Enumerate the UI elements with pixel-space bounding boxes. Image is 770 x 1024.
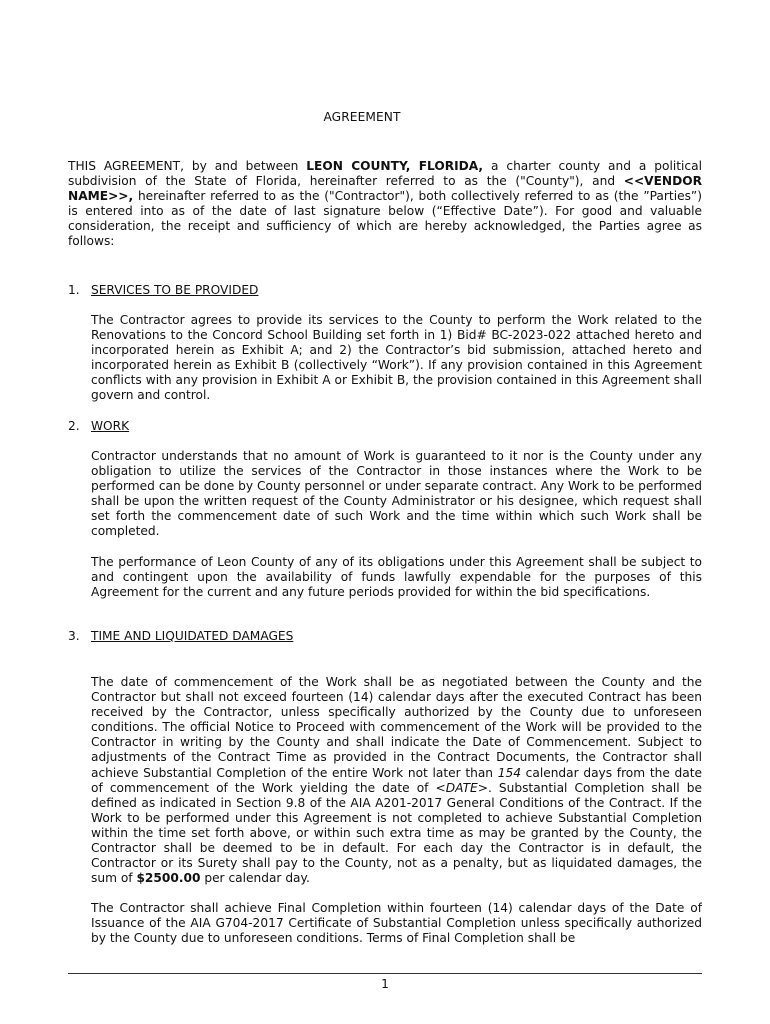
intro-text-2: a charter county and a political subdivision of the State of Florida, hereinafter referred to as the ("County"), and [68, 159, 702, 189]
party-vendor-name: <<VENDOR NAME>>, [68, 174, 702, 204]
time-damages-paragraph-1 [91, 675, 702, 886]
services-paragraph: The Contractor agrees to provide its services to the County to perform the Work related to the Renovations to the Concord School Building set forth in 1) Bid# BC-2023-022 attached hereto and incorporated herein as Exhibit A; and 2) the Contractor’s bid submission, attached hereto and incorporated herein as Exhibit B (collectively “Work”). If any provision contained in this Agreement conflicts with any provision in Exhibit A or Exhibit B, the provision contained in this Agreement shall govern and control. [91, 313, 702, 403]
per-day-text: per calendar day. [200, 871, 310, 886]
work-paragraph-1: Contractor understands that no amount of Work is guaranteed to it nor is the County under any obligation to utilize the services of the Contractor in those instances where the Work to be performed can be done by County personnel or under separate contract. Any Work to be performed shall be upon the written request of the County Administrator or his designee, which request shall set forth the commencement date of such Work and the time within which such Work shall be completed. [91, 449, 702, 539]
liquidated-damages-amount: $2500.00 [136, 871, 201, 886]
section-title: SERVICES TO BE PROVIDED [91, 283, 259, 297]
substantial-completion-text: . Substantial Completion shall be defined as indicated in Section 9.8 of the AIA A201-2017 General Conditions of the Contract. If the Work to be performed under this Agreement is not completed to achieve Substantial Completion within the time set forth above, or within such extra time as may be granted by the County, the Contractor shall be deemed to be in default. For each day the Contractor is in default, the Contractor or its Surety shall pay to the County, not as a penalty, but as liquidated damages, the sum of [91, 780, 703, 886]
section-number: 1. [68, 283, 80, 297]
commencement-text: The date of commencement of the Work shall be as negotiated between the County and the Contractor but shall not exceed fourteen (14) calendar days after the executed Contract has been received by the Contractor, unless specifically authorized by the County due to unforeseen conditions. The official Notice to Proceed with commencement of the Work will be provided to the Contractor in writing by the County and shall indicate the Date of Commencement. Subject to adjustments of the Contract Time as provided in the Contract Documents, the Contractor shall achieve Substantial Completion of the entire Work not later than [91, 675, 702, 780]
section-title: WORK [91, 419, 130, 433]
time-damages-paragraph-2: The Contractor shall achieve Final Completion within fourteen (14) calendar days of the Date of Issuance of the AIA G704-2017 Certificate of Substantial Completion unless specifically authorized by the County due to unforeseen conditions. Terms of Final Completion shall be [91, 901, 702, 946]
page-number: 1 [381, 977, 389, 991]
completion-days: 154 [497, 765, 521, 780]
intro-paragraph [68, 159, 702, 250]
section-number: 3. [68, 629, 80, 643]
section-number: 2. [68, 419, 80, 433]
work-paragraph-2: The performance of Leon County of any of its obligations under this Agreement shall be subject to and contingent upon the availability of funds lawfully expendable for the purposes of this Agreement for the current and any future periods provided for within the bid specifications. [91, 555, 702, 600]
commencement-text-2: calendar days from the date of commencement of the Work yielding the date of [91, 765, 702, 795]
section-title: TIME AND LIQUIDATED DAMAGES [91, 629, 294, 643]
completion-date-placeholder: <DATE> [435, 780, 488, 795]
footer-divider [68, 973, 702, 974]
party-county-name: LEON COUNTY, FLORIDA, [306, 159, 484, 173]
intro-text-3: hereinafter referred to as the ("Contractor"), both collectively referred to as (the ”Parties”) is entered into as of the date of last signature below (“Effective Date”). For good and valuable consideration, the receipt and sufficiency of which are hereby acknowledged, the Parties agree as follows: [68, 189, 702, 249]
intro-text-1: THIS AGREEMENT, by and between [68, 159, 307, 173]
document-title: AGREEMENT [323, 110, 401, 124]
